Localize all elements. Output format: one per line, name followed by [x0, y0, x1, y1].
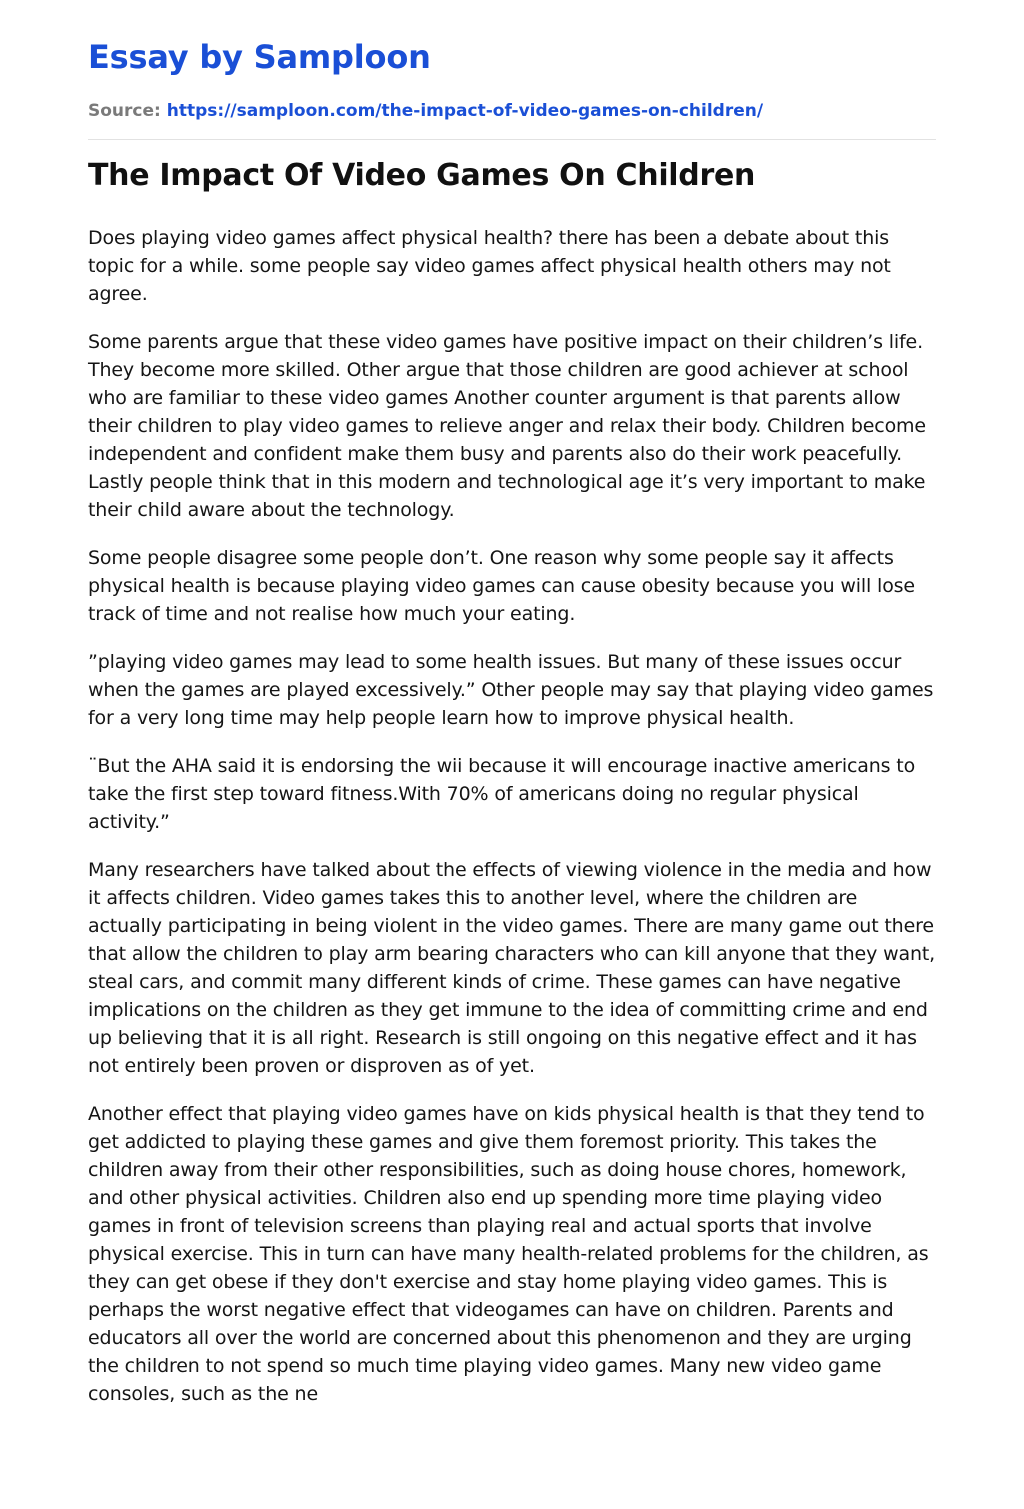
paragraph-2: Some parents argue that these video games have positive impact on their children’s life. They become more skilled. Other argue that those children are good achiever at school who are familiar to these video games Another counter argument is that parents allow their children to play video games to relieve anger and relax their body. Children become independent and confident make them busy and parents also do their work peacefully. Lastly people think that in this modern and technological age it’s very important to make their child aware about the technology. — [88, 331, 926, 521]
paragraph-1: Does playing video games affect physical health? there has been a debate about this topic for a while. some people say video games affect physical health others may not agree. — [88, 227, 891, 305]
site-brand[interactable]: Essay by Samploon — [88, 38, 431, 76]
paragraph-4: ”playing video games may lead to some health issues. But many of these issues occur when the games are played excessively.” Other people may say that playing video games for a very long time may help people learn how to improve physical health. — [88, 651, 934, 729]
source-label: Source: — [88, 101, 161, 121]
paragraph-5: ¨But the AHA said it is endorsing the wii because it will encourage inactive americans to take the first step toward fitness.With 70% of americans doing no regular physical activity.” — [88, 755, 916, 833]
essay-body — [88, 224, 936, 1408]
essay-title: The Impact Of Video Games On Children — [88, 158, 756, 193]
paragraph-3: Some people disagree some people don’t. One reason why some people say it affects physical health is because playing video games can cause obesity because you will lose track of time and not realise how much your eating. — [88, 547, 915, 625]
paragraph-7: Another effect that playing video games have on kids physical health is that they tend to get addicted to playing these games and give them foremost priority. This takes the children away from their other responsibilities, such as doing house chores, homework, and other physical activities. Children also end up spending more time playing video games in front of television screens than playing real and actual sports that involve physical exercise. This in turn can have many health-related problems for the children, as they can get obese if they don't exercise and stay home playing video games. This is perhaps the worst negative effect that videogames can have on children. Parents and educators all over the world are concerned about this phenomenon and they are urging the children to not spend so much time playing video games. Many new video game consoles, such as the ne — [88, 1103, 929, 1405]
source-line — [88, 99, 936, 123]
paragraph-6: Many researchers have talked about the effects of viewing violence in the media and how it affects children. Video games takes this to another level, where the children are actually participating in being violent in the video games. There are many game out there that allow the children to play arm bearing characters who can kill anyone that they want, steal cars, and commit many different kinds of crime. These games can have negative implications on the children as they get immune to the idea of committing crime and end up believing that it is all right. Research is still ongoing on this negative effect and it has not entirely been proven or disproven as of yet. — [88, 859, 936, 1077]
source-link[interactable]: https://samploon.com/the-impact-of-video-games-on-children/ — [166, 101, 764, 121]
header-divider — [88, 139, 936, 140]
